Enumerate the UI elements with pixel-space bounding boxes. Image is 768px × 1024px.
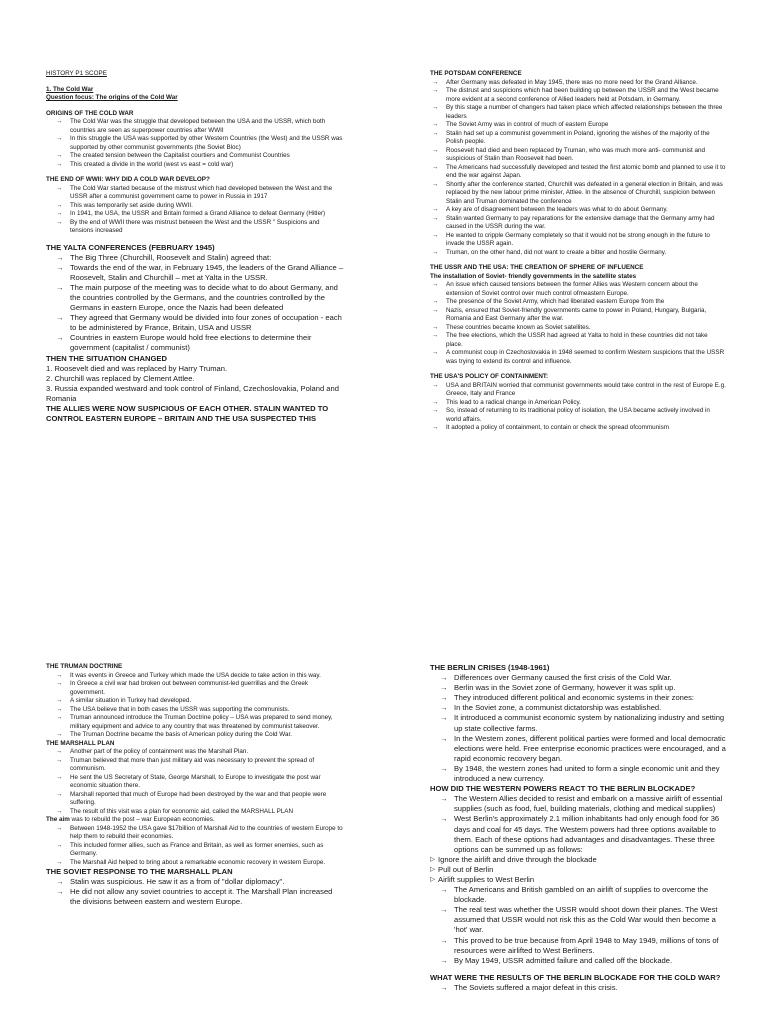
list-item: → A communist coup in Czechoslovakia in 1948 seemed to confirm Western suspicions that the USSR was trying to extend its control and influence. — [430, 349, 726, 366]
list-item: → Countries in eastern Europe would hold free elections to determine their government (capitalist / communist) — [46, 333, 344, 353]
list-item: → Stalin wanted Germany to pay reparations for the extensive damage that the Germany army had caused in the USSR during the war. — [430, 215, 726, 232]
list-item: → Truman announced introduce the Truman Doctrine policy – USA was prepared to send money, military equipment and advice to any country that was threatened by communist takeover. — [46, 714, 344, 731]
list-item: → The Americans and British gambled on an airlift of supplies to overcome the blockade. — [430, 885, 726, 905]
section-title: 1. The Cold War — [46, 85, 94, 93]
list-item: → The USA believe that in both cases the USSR was supporting the communists. — [46, 706, 344, 715]
then-list — [46, 364, 344, 404]
list-item: → Stalin had set up a communist government in Poland, ignoring the wishes of the majority of the Polish people. — [430, 130, 726, 147]
list-item: → The Big Three (Churchill, Roosevelt and Stalin) agreed that: — [46, 253, 344, 263]
list-item: → USA and BRITAIN worried that communist governments would take control in the rest of Europe E.g. Greece, Italy and France — [430, 382, 726, 399]
list-item: → Roosevelt had died and been replaced by Truman, who was much more anti- communist and suspicious of Stalin than Roosevelt had been. — [430, 147, 726, 164]
list-item: → In this struggle the USA was supported by other Western Countries (the West) and the USSR was supported by other communist governments (the Soviet Bloc) — [46, 135, 344, 152]
list-item: → An issue which caused tensions between the former Allies was Western concern about the extension of Soviet control over much control ofmeastern Europe. — [430, 281, 726, 298]
list-item: → Between 1948-1952 the USA gave $17billion of Marshall Aid to the countries of western Europe to help them to rebuild their economies. — [46, 825, 344, 842]
list-item: → It was events in Greece and Turkey which made the USA decide to take action in this way. — [46, 672, 344, 681]
closing-text: THE ALLIES WERE NOW SUSPICIOUS OF EACH OTHER. STALIN WANTED TO CONTROL EASTERN EUROPE – BRITAIN AND THE USA SUSPECTED THIS — [46, 404, 329, 424]
question-focus: Question focus: The origins of the Cold War — [46, 94, 178, 101]
list-item: → This included former allies, such as France and Britain, as well as former enemies, such as Germany. — [46, 842, 344, 859]
containment-heading: THE USA'S POLICY OF CONTAINMENT: — [430, 373, 549, 380]
list-item: → The Cold War was the struggle that developed between the USA and the USSR, which both countries are seen as superpower countries after WWII — [46, 118, 344, 135]
list-item: → He sent the US Secretary of State, George Marshall, to Europe to investigate the post war economic situation there. — [46, 774, 344, 791]
list-item: → They introduced different political and economic systems in their zones: — [430, 693, 726, 703]
list-item: → The Soviets suffered a major defeat in this crisis. — [430, 983, 726, 993]
aim-line — [46, 816, 344, 825]
yalta-list — [46, 253, 344, 354]
list-item: → Towards the end of the war, in February 1945, the leaders of the Grand Alliance – Roosevelt, Stalin and Churchill – met at Yalta in the USSR. — [46, 263, 344, 283]
potsdam-heading: THE POTSDAM CONFERENCE — [430, 70, 522, 77]
list-item: → Shortly after the conference started, Churchill was defeated in a general election in Britain, and was replaced by the new labour prime minister, Attlee. In the absence of Churchill, suspicion between Stalin and Truman dominated the conference — [430, 181, 726, 207]
list-item: → The presence of the Soviet Army, which had liberated eastern Europe from the — [430, 298, 726, 307]
origins-list — [46, 118, 344, 169]
aim-label: The aim — [46, 816, 70, 823]
list-item: → The Americans had successfully developed and tested the first atomic bomb and planned to use it to end the war against Japan. — [430, 164, 726, 181]
list-item: → The free elections, which the USSR had agreed at Yalta to hold in these countries did not take place. — [430, 332, 726, 349]
list-item: → The Truman Doctrine became the basis of American policy during the Cold War. — [46, 731, 344, 740]
then-heading: THEN THE SITUATION CHANGED — [46, 353, 167, 363]
list-item: → This lead to a radical change in American Policy. — [430, 399, 726, 408]
list-item: → Truman believed that more than just military aid was necessary to prevent the spread of communism. — [46, 757, 344, 774]
berlin-heading: THE BERLIN CRISES (1948-1961) — [430, 663, 550, 672]
list-item: → He wanted to cripple Germany completely so that it would not be strong enough in the future to invade the USSR again. — [430, 232, 726, 249]
sphere-subheading: The installation of Soviet- friendly governments in the satellite states — [430, 272, 637, 280]
potsdam-list — [430, 79, 726, 258]
results-list — [430, 983, 726, 993]
containment-list — [430, 382, 726, 433]
list-item: → In the Soviet zone, a communist dictatorship was established. — [430, 703, 726, 713]
list-item: → Stalin was suspicious. He saw it as a from of "dollar diplomacy". — [46, 877, 344, 887]
list-item: → The Western Allies decided to resist and embark on a massive airlift of essential supplies (such as food, fuel, building materials, clothing and medical supplies) — [430, 794, 726, 814]
list-item: → It adopted a policy of containment, to contain or check the spread ofcommunism — [430, 424, 726, 433]
soviet-response-heading: THE SOVIET RESPONSE TO THE MARSHALL PLAN — [46, 867, 233, 876]
list-item: → By 1948, the western zones had united to form a single economic unit and they introduced a new currency. — [430, 764, 726, 784]
page-top-right — [430, 70, 726, 433]
results-heading: WHAT WERE THE RESULTS OF THE BERLIN BLOCKADE FOR THE COLD WAR? — [430, 972, 721, 982]
sphere-list — [430, 281, 726, 366]
sphere-heading: THE USSR AND THE USA: THE CREATION OF SPHERE OF INFLUENCE — [430, 264, 644, 271]
berlin-list — [430, 673, 726, 784]
list-item: → By May 1949, USSR admitted failure and called off the blockade. — [430, 956, 726, 966]
list-item: → The real test was whether the USSR would shoot down their planes. The West assumed that USSR would not risk this as the Cold War would then become a 'hot' war. — [430, 905, 726, 935]
origins-heading: ORIGINS OF THE COLD WAR — [46, 109, 134, 117]
page-bottom-left — [46, 663, 344, 907]
page-top-left — [46, 70, 344, 424]
list-item: → The main purpose of the meeting was to decide what to do about Germany, and the countries controlled by the Germans, and the countries controlled by the Germans in eastern Europe, once the Nazis had been defeated — [46, 283, 344, 313]
list-item: → Differences over Germany caused the first crisis of the Cold War. — [430, 673, 726, 683]
list-item: → He did not allow any soviet countries to accept it. The Marshall Plan increased the divisions between eastern and western Europe. — [46, 887, 344, 907]
list-item: → The Cold War started because of the mistrust which had developed between the West and the USSR after a communist government came to power in Russia in 1917 — [46, 185, 344, 202]
list-item: → In Greece a civil war had broken out between communist-led guerrillas and the Greek government. — [46, 680, 344, 697]
document-title: HISTORY P1 SCOPE — [46, 70, 107, 77]
list-item: → The created tension between the Capitalist courtiers and Communist Countries — [46, 152, 344, 161]
truman-list — [46, 672, 344, 740]
list-item: → By the end of WWII there was mistrust between the West and the USSR " Suspicions and tensions increased — [46, 219, 344, 236]
list-item: → By this stage a number of changers had taken place which affected relationships between the three leaders — [430, 104, 726, 121]
list-item: ▷ Airlift supplies to West Berlin — [430, 875, 726, 885]
list-item: → Marshall reported that much of Europe had been destroyed by the war and that people were suffering. — [46, 791, 344, 808]
list-item: → Truman, on the other hand, did not want to create a bitter and hostile Germany. — [430, 249, 726, 258]
list-item: → This was temporarily set aside during WWII. — [46, 202, 344, 211]
page-bottom-right — [430, 663, 726, 993]
list-item: → The Marshall Aid helped to bring about a remarkable economic recovery in western Europe. — [46, 859, 344, 868]
react-list — [430, 794, 726, 855]
list-item: → It introduced a communist economic system by nationalizing industry and setting up state collective farms. — [430, 713, 726, 733]
list-item: → So, instead of returning to its traditional policy of isolation, the USA became actively involved in world affairs. — [430, 407, 726, 424]
marshall-list — [46, 748, 344, 816]
list-item: ▷ Ignore the airlift and drive through the blockade — [430, 855, 726, 865]
list-item: 1. Roosevelt died and was replaced by Harry Truman. — [46, 363, 228, 373]
list-item: → After Germany was defeated in May 1945, there was no more need for the Grand Alliance. — [430, 79, 726, 88]
list-item: → A similar situation in Turkey had developed. — [46, 697, 344, 706]
list-item: → This created a divide in the world (west vs east = cold war) — [46, 161, 344, 170]
airlift-list — [430, 885, 726, 966]
end-of-wwii-heading: THE END OF WWII: WHY DID A COLD WAR DEVELOP? — [46, 176, 210, 183]
list-item: → These countries became known as Soviet satellites. — [430, 324, 726, 333]
list-item: → The result of this visit was a plan for economic aid, called the MARSHALL PLAN — [46, 808, 344, 817]
list-item: → The distrust and suspicions which had been building up between the USSR and the West became more evident at a second conference of Allied leaders held at Potsdam, in Germany. — [430, 87, 726, 104]
list-item: → A key are of disagreement between the leaders was what to do about Germany. — [430, 206, 726, 215]
soviet-response-list — [46, 877, 344, 907]
list-item: 3. Russia expanded westward and took control of Finland, Czechoslovakia, Poland and Romania — [46, 383, 339, 403]
truman-heading: THE TRUMAN DOCTRINE — [46, 663, 123, 670]
aim-list — [46, 825, 344, 868]
list-item: → The Soviet Army was in control of much of eastern Europe — [430, 121, 726, 130]
list-item: → They agreed that Germany would be divided into four zones of occupation - each to be administered by France, Britain, USA and USSR — [46, 313, 344, 333]
react-heading: HOW DID THE WESTERN POWERS REACT TO THE BERLIN BLOCKADE? — [430, 784, 696, 794]
list-item: → Another part of the policy of containment was the Marshall Plan. — [46, 748, 344, 757]
list-item: → Nazis, ensured that Soviet-friendly governments came to power in Poland, Hungary, Bulgaria, Romania and East Germany after the war. — [430, 307, 726, 324]
list-item: 2. Churchill was replaced by Clement Attlee. — [46, 373, 195, 383]
aim-text: was to rebuild the post – war European economies. — [69, 816, 215, 823]
list-item: ▷ Pull out of Berlin — [430, 865, 726, 875]
options-list — [430, 855, 726, 885]
yalta-heading: THE YALTA CONFERENCES (FEBRUARY 1945) — [46, 242, 215, 252]
end-of-wwii-list — [46, 185, 344, 236]
list-item: → Berlin was in the Soviet zone of Germany, however it was split up. — [430, 683, 726, 693]
list-item: → In the Western zones, different political parties were formed and local democratic elections were held. Free enterprise economic practices were encouraged, and a rapid economic recovery began. — [430, 734, 726, 764]
list-item: → This proved to be true because from April 1948 to May 1949, millions of tons of resources were airlifted to West Berliners. — [430, 936, 726, 956]
list-item: → In 1941, the USA, the USSR and Britain formed a Grand Alliance to defeat Germany (Hitler) — [46, 210, 344, 219]
list-item: → West Berlin's approximately 2.1 million inhabitants had only enough food for 36 days and coal for 45 days. The Western powers had three options available to them. Each of these options had advantages and disadvantages. These three options can be summed up as follows: — [430, 814, 726, 854]
marshall-heading: THE MARSHALL PLAN — [46, 739, 115, 747]
